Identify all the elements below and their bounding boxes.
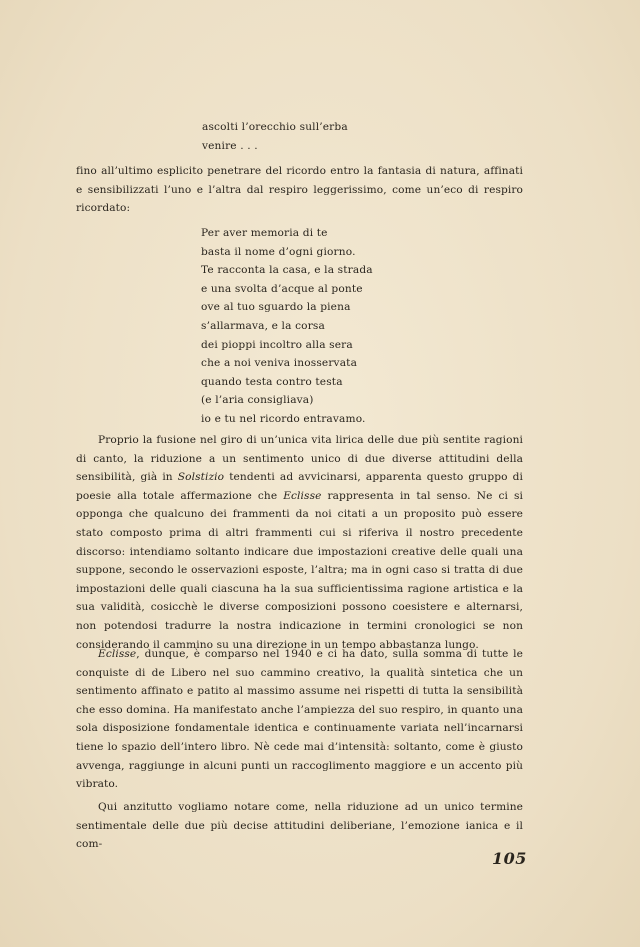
text-run: tendenti ad avvicinarsi, apparenta questo gruppo di poesie alla totale affermazione che xyxy=(76,471,524,502)
paragraph-2 xyxy=(76,431,523,654)
paragraph-text xyxy=(76,431,523,654)
book-title-solstizio: Solstizio xyxy=(177,471,225,484)
paragraph-4 xyxy=(76,798,523,854)
paragraph-text xyxy=(76,645,523,794)
poem-line: (e l’aria consigliava) xyxy=(201,394,314,407)
poem-line: e una svolta d’acque al ponte xyxy=(201,282,363,295)
book-title-eclisse: Eclisse xyxy=(283,489,322,502)
poem-line: dei pioppi incoltro alla sera xyxy=(201,338,353,351)
page-number: 105 xyxy=(492,849,527,868)
poem-line: ascolti l’orecchio sull’erba xyxy=(202,121,348,133)
text-run: Proprio la fusione nel giro di un’unica vita lirica delle due più sentite ragioni di canto, la riduzione a un sentimento unico di due diverse attitudini della sensibilità, già in xyxy=(76,434,523,484)
paragraph-text: Qui anzitutto vogliamo notare come, nella riduzione ad un unico termine sentimentale delle due più decise attitudini deliberiane, l’emozione ianica e il com- xyxy=(76,801,523,851)
poem-line: io e tu nel ricordo entravamo. xyxy=(201,412,366,425)
poem-line: ove al tuo sguardo la piena xyxy=(201,301,351,314)
poem-fragment-middle xyxy=(201,224,373,429)
poem-line: che a noi veniva inosservata xyxy=(201,357,358,370)
poem-fragment-top xyxy=(202,118,348,155)
paragraph-3 xyxy=(76,645,523,794)
poem-line: basta il nome d’ogni giorno. xyxy=(201,245,356,258)
book-title-eclisse: Eclisse xyxy=(98,648,137,660)
poem-line: Te racconta la casa, e la strada xyxy=(201,264,373,277)
text-run: , dunque, è comparso nel 1940 e ci ha dato, sulla somma di tutte le conquiste di de Libero nel suo cammino creativo, la qualità sintetica che un sentimento affinato e patito al massimo assume nei rispetti di tutta la sensibilità che esso domina. Ha manifestato anche l’ampiezza del suo respiro, in quanto una sola disposizione fondamentale identica e continuamente variata nell’incarnarsi tiene lo spazio dell’intero libro. Nè cede mai d’intensità: soltanto, come è giusto avvenga, raggiunge in alcuni punti un raccoglimento maggiore e un accento più vibrato. xyxy=(76,648,523,791)
text-run: rappresenta in tal senso. Ne ci si opponga che qualcuno dei frammenti da noi citati a un proposito può essere stato composto prima di altri frammenti cui si riferiva il nostro precedente discorso: intendiamo soltanto indicare due impostazioni creative delle quali una suppone, secondo le osservazioni esposte, l’altra; ma in ogni caso si tratta di due impostazioni delle quali ciascuna ha la sua sufficientissima ragione artistica e la sua validità, cosicchè le diverse composizioni possono coesistere e alternarsi, non potendosi tradurre la nostra indicazione in termini cronologici se non considerando il cammino su una direzione in un tempo abbastanza lungo. xyxy=(76,489,523,651)
poem-line: quando testa contro testa xyxy=(201,375,343,388)
paragraph-text: fino all’ultimo esplicito penetrare del ricordo entro la fantasia di natura, affinati e sensibilizzati l’uno e l’altra dal respiro leggerissimo, come un’eco di respiro ricordato: xyxy=(76,165,523,215)
poem-line: s’allarmava, e la corsa xyxy=(201,319,325,332)
poem-line: Per aver memoria di te xyxy=(201,227,328,239)
paragraph-1 xyxy=(76,162,523,218)
poem-line: venire . . . xyxy=(202,139,258,152)
